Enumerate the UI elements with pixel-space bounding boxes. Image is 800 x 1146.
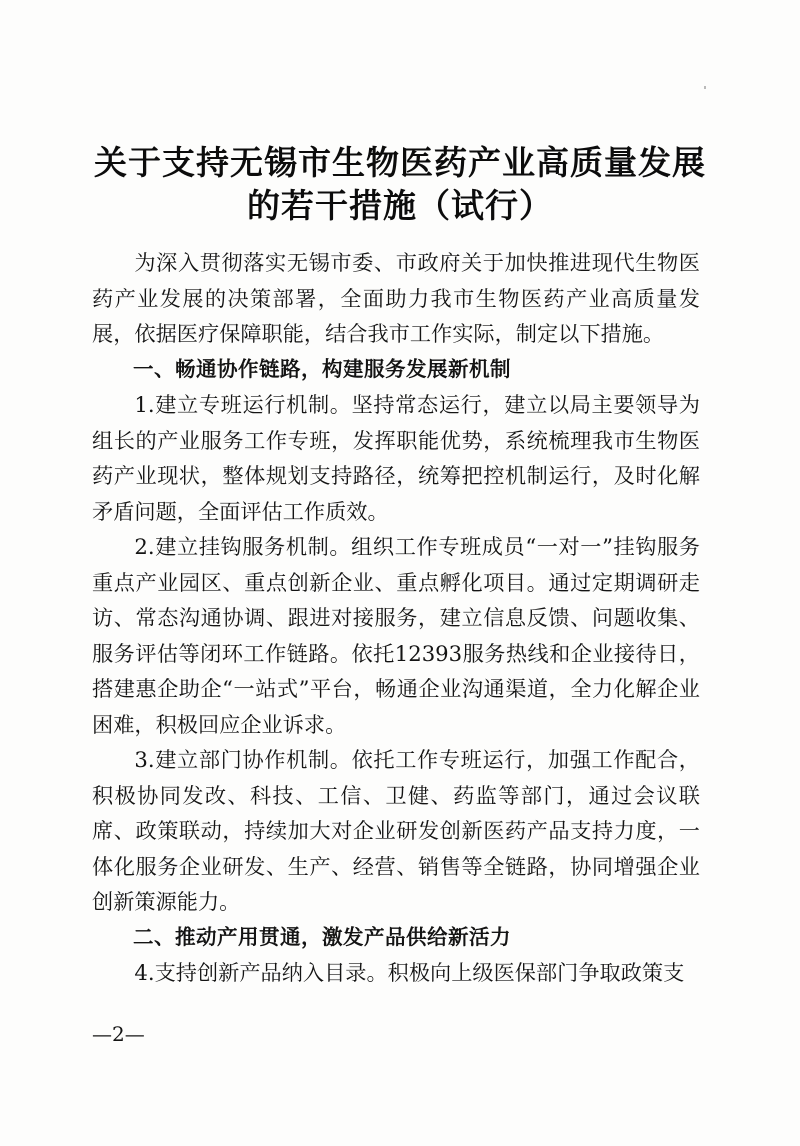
measure-paragraph-2: 2.建立挂钩服务机制。组织工作专班成员“一对一”挂钩服务重点产业园区、重点创新企业、重点孵化项目。通过定期调研走访、常态沟通协调、跟进对接服务，建立信息反馈、问题收集、服务评估等闭环工作链路。依托12393服务热线和企业接待日，搭建惠企助企“一站式”平台，畅通企业沟通渠道，全力化解企业困难，积极回应企业诉求。 (92, 534, 700, 737)
section-heading-2: 二、推动产用贯通，激发产品供给新活力 (133, 924, 511, 949)
measure-paragraph-3: 3.建立部门协作机制。依托工作专班运行，加强工作配合，积极协同发改、科技、工信、卫健、药监等部门，通过会议联席、政策联动，持续加大对企业研发创新医药产品支持力度，一体化服务企业研发、生产、经营、销售等全链路，协同增强企业创新策源能力。 (92, 747, 700, 914)
document-body (92, 245, 700, 991)
document-title-line-1: 关于支持无锡市生物医药产业高质量发展 (94, 143, 706, 182)
scan-speck (704, 86, 706, 89)
section-heading-1: 一、畅通协作链路，构建服务发展新机制 (133, 356, 511, 381)
measure-paragraph-1: 1.建立专班运行机制。坚持常态运行，建立以局主要领导为组长的产业服务工作专班，发挥职能优势，系统梳理我市生物医药产业现状，整体规划支持路径，统筹把控机制运行，及时化解矛盾问题，全面评估工作质效。 (92, 392, 700, 524)
document-title-line-2: 的若干措施（试行） (247, 186, 553, 225)
intro-paragraph: 为深入贯彻落实无锡市委、市政府关于加快推进现代生物医药产业发展的决策部署，全面助力我市生物医药产业高质量发展，依据医疗保障职能，结合我市工作实际，制定以下措施。 (92, 250, 700, 346)
page-number: —2— (92, 1022, 145, 1046)
measure-paragraph-4: 4.支持创新产品纳入目录。积极向上级医保部门争取政策支 (134, 960, 685, 985)
